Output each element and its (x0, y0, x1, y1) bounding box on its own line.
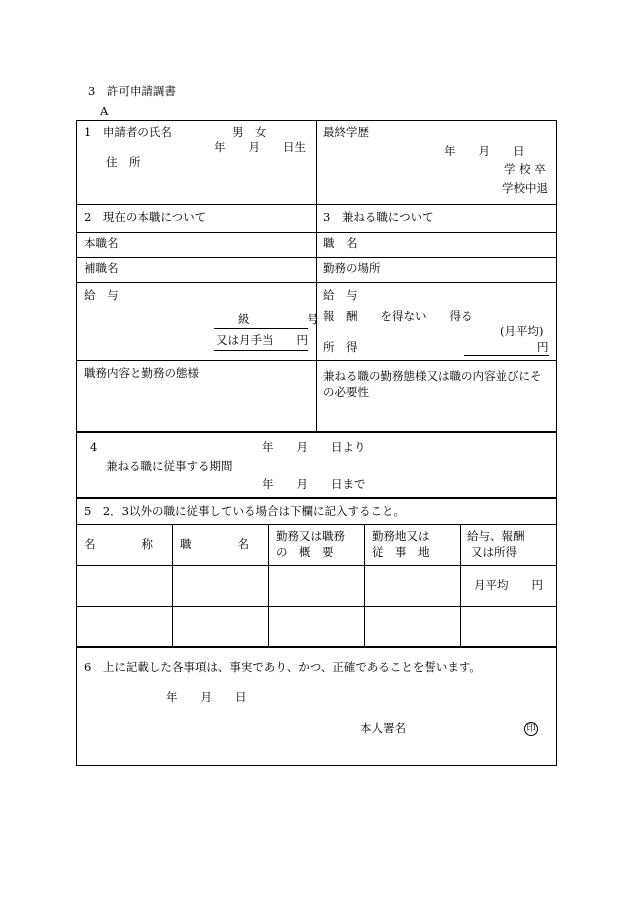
period-label: 兼ねる職に従事する期間 (106, 459, 233, 473)
column-divider (172, 524, 173, 647)
concurrent-salary-label: 給 与 (323, 288, 358, 302)
concurrent-duties-label: 兼ねる職の勤務態様又は職の内容並びにその必要性 (323, 369, 542, 399)
graduated-option: 学 校 卒 (504, 162, 546, 176)
withdrew-option: 学校中退 (502, 181, 548, 195)
monthly-allowance-field: 又は月手当 円 (216, 333, 308, 347)
col-header-post: 職 名 (180, 537, 249, 551)
birth-date-field: 年 月 日生 (214, 140, 306, 154)
allowance-underline (214, 350, 308, 351)
job-title-label: 本職名 (84, 236, 119, 250)
column-divider (268, 524, 269, 647)
form-title: 3 許可申請調書 (88, 84, 176, 98)
period-end-field: 年 月 日まで (262, 477, 366, 491)
period-start-field: 年 月 日より (262, 440, 366, 454)
col-header-duty-2: の 概 要 (276, 545, 334, 559)
row-divider (76, 524, 557, 525)
col-header-name: 名 称 (84, 537, 153, 551)
education-label: 最終学歴 (323, 125, 369, 139)
column-divider (364, 524, 365, 647)
salary-grade-field: 級 号 (238, 312, 319, 326)
seal-mark-icon: 印 (524, 722, 538, 736)
period-number: 4 (90, 440, 98, 454)
current-salary-label: 給 与 (84, 288, 119, 302)
income-label: 所 得 (323, 340, 358, 354)
col-header-pay-1: 給与、報酬 (467, 529, 525, 543)
education-date-field: 年 月 日 (444, 144, 525, 158)
row-divider (76, 606, 557, 607)
monthly-average-note: (月平均) (500, 324, 544, 338)
sub-title-label: 補職名 (84, 261, 119, 275)
column-divider (316, 120, 317, 432)
form-variant-label: A (100, 104, 109, 118)
current-job-heading: 2 現在の本職について (84, 210, 207, 224)
applicant-name-label: 1 申請者の氏名 (84, 125, 172, 139)
reward-choice: 報 酬 を得ない 得る (323, 309, 473, 323)
current-duties-label: 職務内容と勤務の態様 (84, 366, 199, 380)
row1-monthly-average: 月平均 円 (474, 578, 543, 592)
signature-label: 本人署名 (360, 721, 406, 735)
col-header-place-2: 従 事 地 (372, 545, 430, 559)
col-header-place-1: 勤務地又は (372, 529, 430, 543)
address-label: 住 所 (106, 155, 141, 169)
col-header-pay-2: 又は所得 (471, 545, 517, 559)
column-divider (460, 524, 461, 647)
work-place-label: 勤務の場所 (323, 261, 381, 275)
gender-choice: 男 女 (232, 125, 267, 139)
col-header-duty-1: 勤務又は職務 (276, 529, 345, 543)
oath-statement: 6 上に記載した各事項は、事実であり、かつ、正確であることを誓います。 (84, 660, 481, 674)
concurrent-job-heading: 3 兼ねる職について (323, 210, 434, 224)
concurrent-post-label: 職 名 (323, 236, 358, 250)
yen-unit: 円 (537, 340, 549, 354)
grade-underline (214, 328, 308, 329)
other-jobs-table (76, 498, 557, 647)
income-underline (464, 355, 549, 356)
other-jobs-heading: 5 2．3以外の職に従事している場合は下欄に記入すること。 (84, 504, 405, 518)
oath-date-field: 年 月 日 (166, 690, 247, 704)
row-divider (76, 565, 557, 566)
